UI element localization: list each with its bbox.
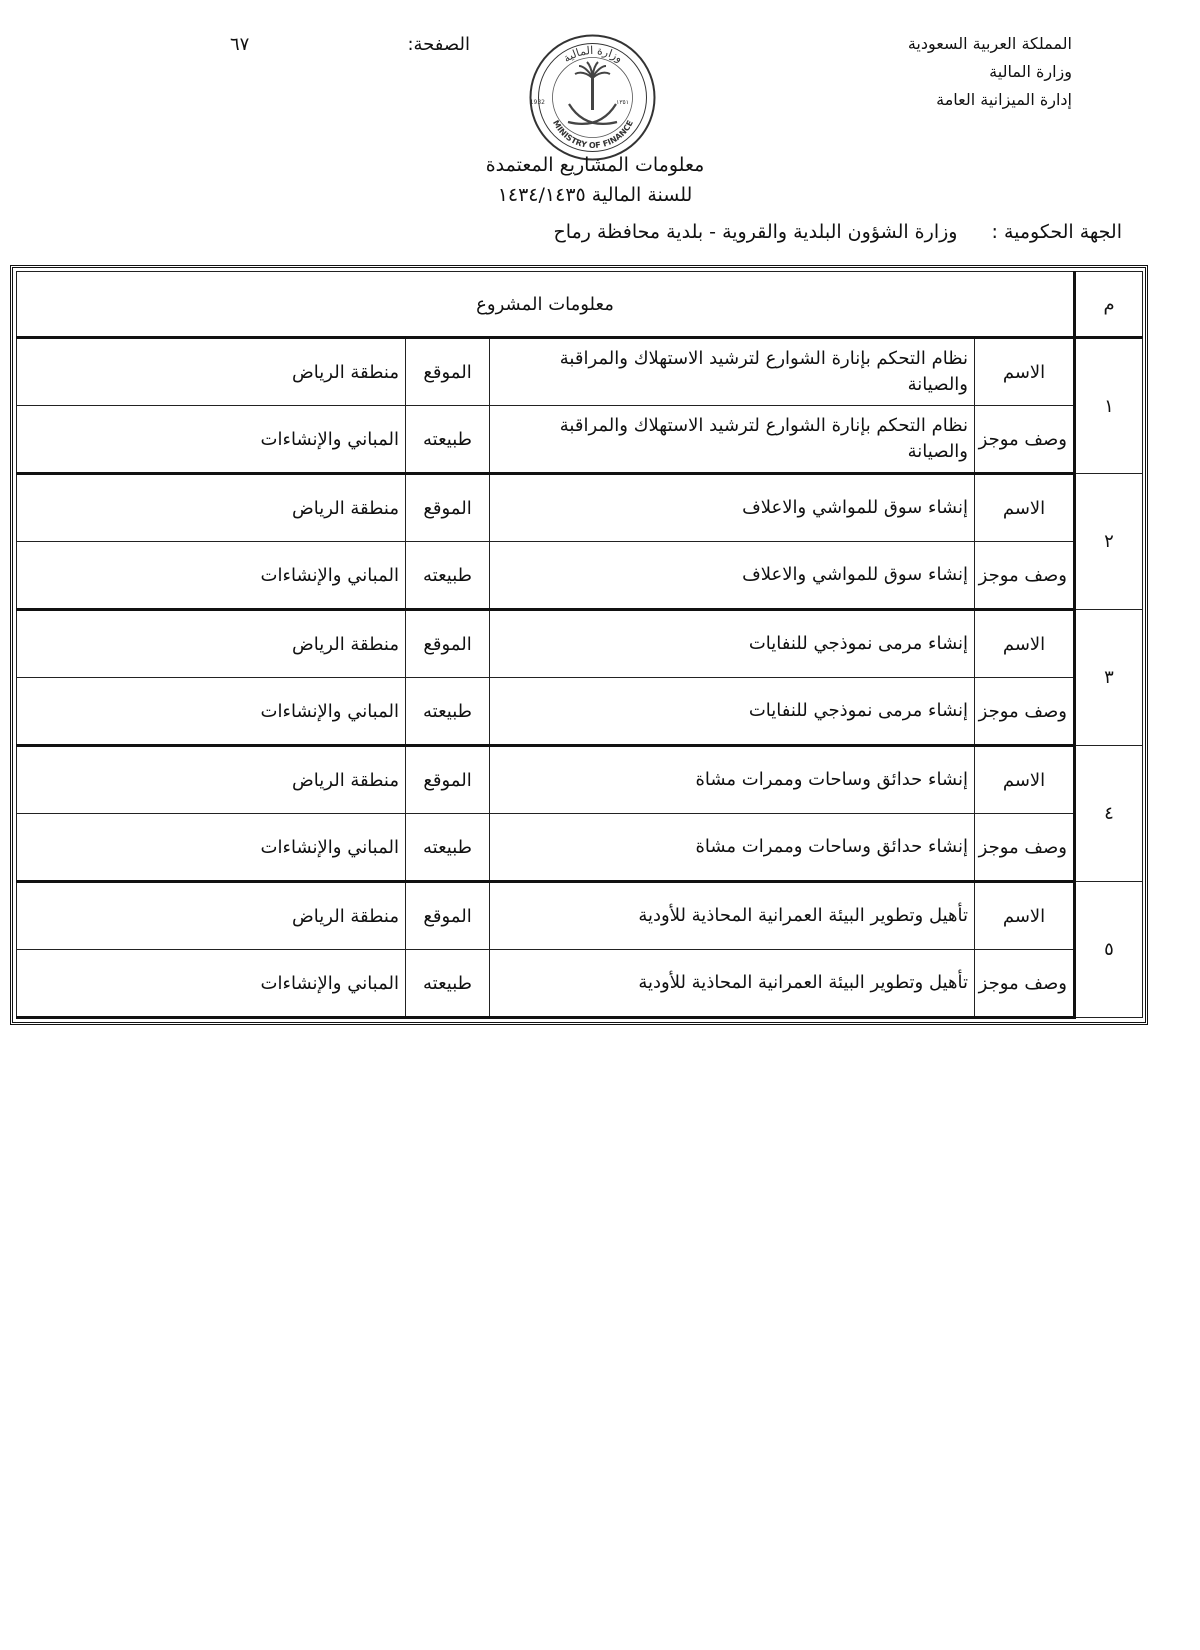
- project-name: إنشاء حدائق وساحات وممرات مشاة: [490, 746, 975, 814]
- row-number: ٤: [1075, 746, 1143, 882]
- table-row: [17, 814, 1143, 882]
- table-header-row: [17, 272, 1143, 338]
- table-body: [17, 338, 1143, 1018]
- page-number-block: [230, 34, 470, 62]
- project-description: إنشاء حدائق وساحات وممرات مشاة: [490, 814, 975, 882]
- svg-text:وزارة المالية: [561, 44, 625, 65]
- project-name: تأهيل وتطوير البيئة العمرانية المحاذية للأودية: [490, 882, 975, 950]
- project-location: منطقة الرياض: [17, 882, 406, 950]
- nature-label: طبيعته: [406, 950, 490, 1018]
- ministry-name: وزارة المالية: [989, 62, 1072, 81]
- row-number: ٣: [1075, 610, 1143, 746]
- project-description: تأهيل وتطوير البيئة العمرانية المحاذية للأودية: [490, 950, 975, 1018]
- project-description: إنشاء سوق للمواشي والاعلاف: [490, 542, 975, 610]
- description-label: وصف موجز: [975, 406, 1075, 474]
- document-title: معلومات المشاريع المعتمدة: [485, 154, 705, 176]
- project-name: إنشاء مرمى نموذجي للنفايات: [490, 610, 975, 678]
- location-label: الموقع: [406, 610, 490, 678]
- agency-value: وزارة الشؤون البلدية والقروية - بلدية محافظة رماح: [553, 221, 958, 243]
- table-row: [17, 950, 1143, 1018]
- page-number: ٦٧: [230, 34, 250, 55]
- table-row: [17, 338, 1143, 406]
- ministry-emblem: [525, 30, 660, 165]
- project-location: منطقة الرياض: [17, 474, 406, 542]
- location-label: الموقع: [406, 882, 490, 950]
- project-name: نظام التحكم بإنارة الشوارع لترشيد الاستهلاك والمراقبة والصيانة: [490, 338, 975, 406]
- emblem-english-text: MINISTRY OF FINANCE: [550, 118, 635, 151]
- project-description: نظام التحكم بإنارة الشوارع لترشيد الاستهلاك والمراقبة والصيانة: [490, 406, 975, 474]
- project-nature: المباني والإنشاءات: [17, 814, 406, 882]
- project-location: منطقة الرياض: [17, 746, 406, 814]
- nature-label: طبيعته: [406, 406, 490, 474]
- table-row: [17, 610, 1143, 678]
- header-number: م: [1075, 272, 1143, 338]
- document-titles: [380, 150, 810, 210]
- row-number: ٥: [1075, 882, 1143, 1018]
- project-name: إنشاء سوق للمواشي والاعلاف: [490, 474, 975, 542]
- name-label: الاسم: [975, 474, 1075, 542]
- row-number: ١: [1075, 338, 1143, 474]
- table-row: [17, 882, 1143, 950]
- department-name: إدارة الميزانية العامة: [936, 90, 1072, 109]
- projects-table-frame: [10, 265, 1148, 1025]
- fiscal-year: للسنة المالية ١٤٣٤/١٤٣٥: [497, 184, 693, 206]
- issuer-block: [832, 30, 1072, 114]
- header-project-info: معلومات المشروع: [17, 272, 1075, 338]
- projects-table: [16, 271, 1143, 1019]
- page-label: الصفحة:: [407, 34, 470, 55]
- project-location: منطقة الرياض: [17, 338, 406, 406]
- nature-label: طبيعته: [406, 814, 490, 882]
- emblem-seal-icon: [525, 30, 660, 165]
- name-label: الاسم: [975, 882, 1075, 950]
- table-row: [17, 746, 1143, 814]
- description-label: وصف موجز: [975, 950, 1075, 1018]
- project-description: إنشاء مرمى نموذجي للنفايات: [490, 678, 975, 746]
- table-row: [17, 474, 1143, 542]
- palm-tree-icon: [575, 62, 610, 110]
- description-label: وصف موجز: [975, 678, 1075, 746]
- project-nature: المباني والإنشاءات: [17, 678, 406, 746]
- table-row: [17, 406, 1143, 474]
- table-row: [17, 678, 1143, 746]
- project-nature: المباني والإنشاءات: [17, 542, 406, 610]
- description-label: وصف موجز: [975, 814, 1075, 882]
- emblem-arabic-text: وزارة المالية: [560, 43, 626, 66]
- location-label: الموقع: [406, 746, 490, 814]
- table-row: [17, 542, 1143, 610]
- agency-label: الجهة الحكومية :: [991, 221, 1122, 243]
- emblem-year-left: 1932: [529, 99, 545, 106]
- row-number: ٢: [1075, 474, 1143, 610]
- project-nature: المباني والإنشاءات: [17, 406, 406, 474]
- name-label: الاسم: [975, 746, 1075, 814]
- nature-label: طبيعته: [406, 542, 490, 610]
- description-label: وصف موجز: [975, 542, 1075, 610]
- agency-line: [222, 221, 1122, 243]
- kingdom-name: المملكة العربية السعودية: [907, 34, 1072, 53]
- location-label: الموقع: [406, 338, 490, 406]
- location-label: الموقع: [406, 474, 490, 542]
- nature-label: طبيعته: [406, 678, 490, 746]
- name-label: الاسم: [975, 610, 1075, 678]
- name-label: الاسم: [975, 338, 1075, 406]
- project-nature: المباني والإنشاءات: [17, 950, 406, 1018]
- project-location: منطقة الرياض: [17, 610, 406, 678]
- emblem-year-right: ١٣٥١: [616, 99, 629, 106]
